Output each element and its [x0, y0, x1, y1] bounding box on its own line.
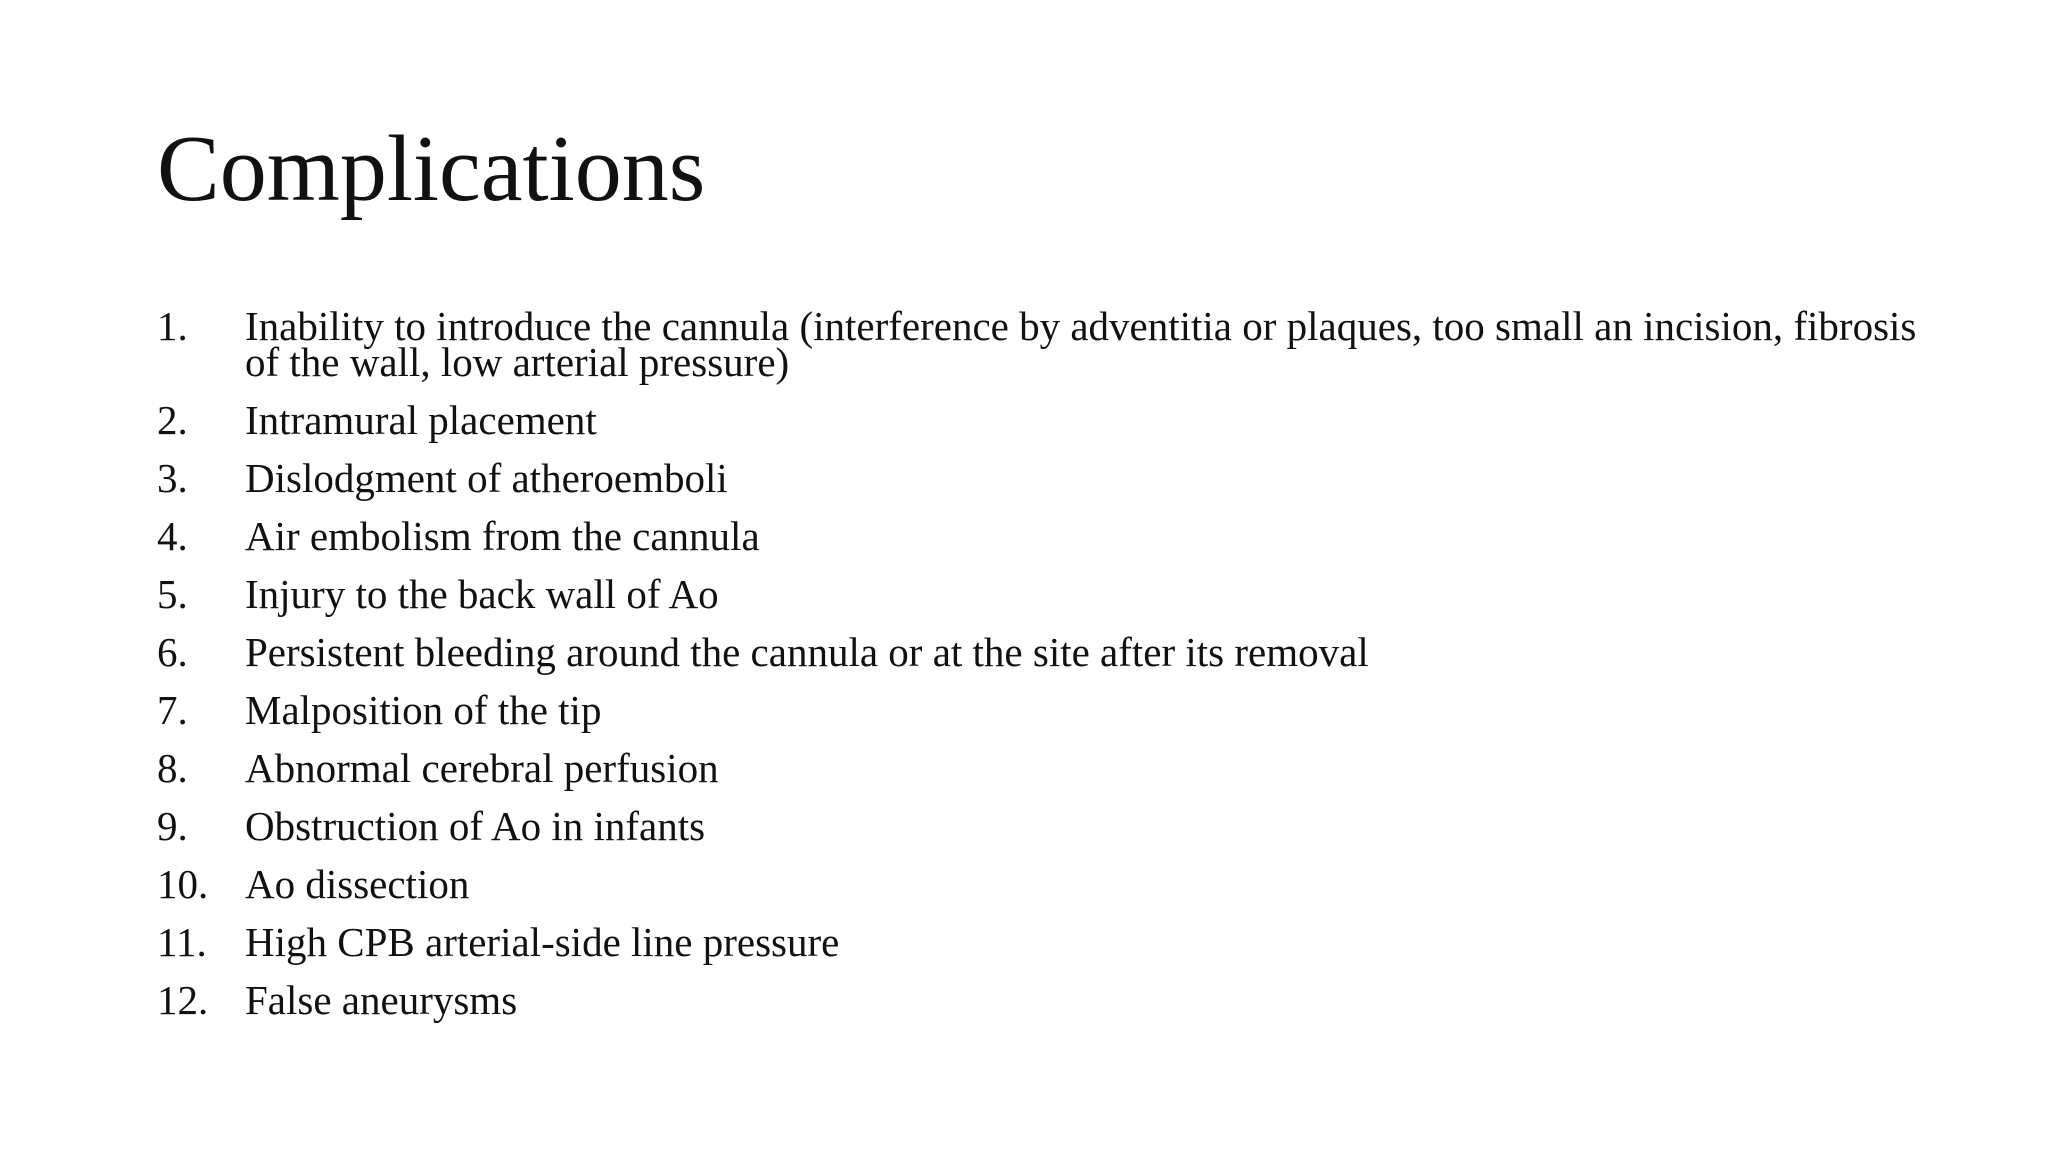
item-number: 1.: [157, 303, 188, 349]
item-text: Intramural placement: [245, 397, 597, 443]
item-number: 9.: [157, 803, 188, 849]
item-text: High CPB arterial-side line pressure: [245, 919, 840, 965]
slide-title: Complications: [157, 117, 706, 221]
item-number: 12.: [157, 977, 209, 1023]
item-number: 8.: [157, 745, 188, 791]
list-item: [157, 861, 1917, 907]
item-text: Obstruction of Ao in infants: [245, 803, 706, 849]
item-text: Dislodgment of atheroemboli: [245, 455, 728, 501]
list-item: [157, 397, 1917, 443]
list-item: [157, 803, 1917, 849]
list-item: [157, 513, 1917, 559]
item-number: 2.: [157, 397, 188, 443]
item-text: Persistent bleeding around the cannula or at the site after its removal: [245, 629, 1369, 675]
list-item: [157, 455, 1917, 501]
item-text: Inability to introduce the cannula (interference by adventitia or plaques, too small an incision, fibrosis of the wall, low arterial pressure): [245, 303, 1917, 385]
item-text: Malposition of the tip: [245, 687, 602, 733]
item-text: Ao dissection: [245, 861, 470, 907]
complications-list: [157, 303, 1917, 1040]
list-item: [157, 571, 1917, 617]
list-item: [157, 303, 1917, 385]
item-number: 5.: [157, 571, 188, 617]
item-number: 6.: [157, 629, 188, 675]
list-item: [157, 919, 1917, 965]
item-text: Air embolism from the cannula: [245, 513, 760, 559]
list-item: [157, 745, 1917, 791]
item-number: 4.: [157, 513, 188, 559]
list-item: [157, 687, 1917, 733]
item-number: 11.: [157, 919, 207, 965]
item-text: Injury to the back wall of Ao: [245, 571, 719, 617]
item-number: 7.: [157, 687, 188, 733]
item-text: Abnormal cerebral perfusion: [245, 745, 719, 791]
item-number: 3.: [157, 455, 188, 501]
list-item: [157, 977, 1917, 1023]
item-text: False aneurysms: [245, 977, 518, 1023]
item-number: 10.: [157, 861, 209, 907]
list-item: [157, 629, 1917, 675]
